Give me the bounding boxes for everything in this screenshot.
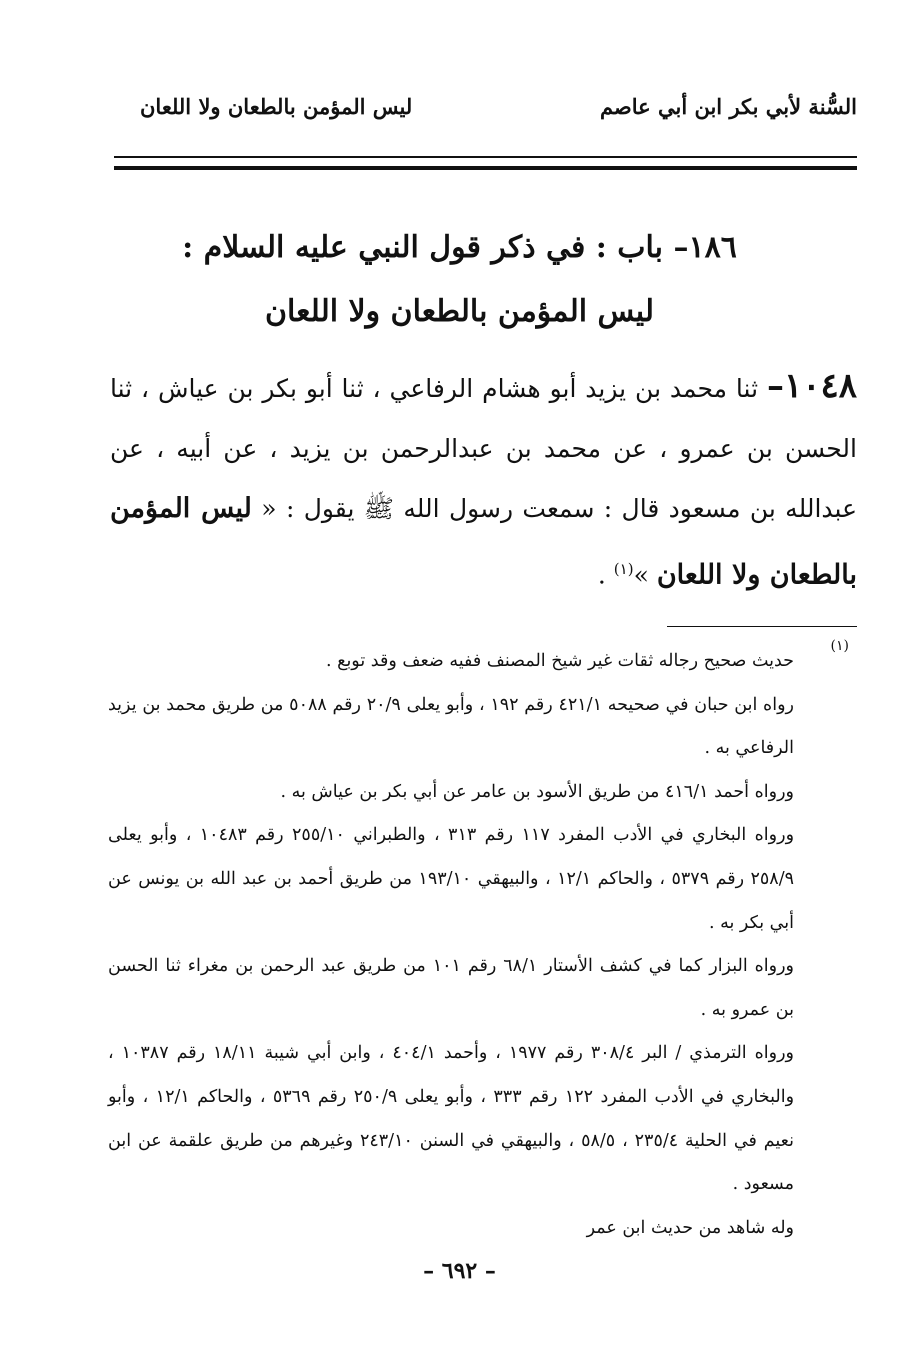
footnote-line: رواه ابن حبان في صحيحه ٤٢١/١ رقم ١٩٢ ، وأبو يعلى ٢٠/٩ رقم ٥٠٨٨ من طريق محمد بن يزيد الرفاعي به . [108, 694, 794, 759]
footnote-line: حديث صحيح رجاله ثقات غير شيخ المصنف ففيه ضعف وقد توبع . [326, 651, 794, 671]
footnote-reference: (١) [613, 560, 634, 578]
hadith-paragraph [110, 356, 857, 605]
header-rule-thin [114, 156, 857, 158]
hadith-isnad: ثنا محمد بن يزيد أبو هشام الرفاعي ، ثنا أبو بكر بن عياش ، ثنا الحسن بن عمرو ، عن محمد بن عبدالرحمن بن يزيد ، عن أبيه ، عن عبدالله بن مسعود قال : سمعت رسول الله ﷺ يقول : « [110, 374, 857, 523]
footnotes [108, 640, 794, 1250]
book-title: السُّنة لأبي بكر ابن أبي عاصم [599, 93, 857, 119]
footnote-line: ورواه الترمذي / البر ٣٠٨/٤ رقم ١٩٧٧ ، وأحمد ٤٠٤/١ ، وابن أبي شيبة ١٨/١١ رقم ١٠٣٨٧ ، والبخاري في الأدب المفرد ١٢٢ رقم ٣٣٣ ، وأبو يعلى ٢٥٠/٩ رقم ٥٣٦٩ ، والحاكم ١٢/١ ، وأبو نعيم في الحلية ٢٣٥/٤ ، ٥٨/٥ ، والبيهقي في السنن ٢٤٣/١٠ وغيرهم من طريق علقمة عن ابن مسعود . [108, 1043, 795, 1195]
footnote-line: ورواه أحمد ٤١٦/١ من طريق الأسود بن عامر عن أبي بكر بن عياش به . [280, 781, 794, 802]
hadith-ending: . [597, 560, 614, 590]
header-rule-thick [114, 166, 857, 170]
hadith-number: ١٠٤٨– [766, 366, 857, 406]
quote-close: » [633, 560, 657, 590]
running-chapter-title: ليس المؤمن بالطعان ولا اللعان [140, 93, 413, 119]
footnote-line: ورواه البزار كما في كشف الأستار ٦٨/١ رقم ١٠١ من طريق عبد الرحمن بن مغراء ثنا الحسن بن عمرو به . [108, 956, 794, 1020]
footnote-line: وله شاهد من حديث ابن عمر [586, 1217, 794, 1238]
footnote-line: ورواه البخاري في الأدب المفرد ١١٧ رقم ٣١٣ ، والطبراني ٢٥٥/١٠ رقم ١٠٤٨٣ ، وأبو يعلى ٢٥٨/٩ رقم ٥٣٧٩ ، والحاكم ١٢/١ ، والبيهقي ١٩٣/١٠ من طريق أحمد بن عبد الله بن يونس عن أبي بكر به . [108, 825, 795, 933]
page-number: – ٦٩٢ – [423, 1258, 496, 1284]
running-header [140, 86, 857, 126]
footnote-separator [667, 626, 857, 627]
footnote-marker: (١) [830, 638, 849, 654]
hadith-quote: ليس المؤمن بالطعان ولا اللعان [110, 493, 857, 591]
chapter-title: ١٨٦– باب : في ذكر قول النبي عليه السلام : [182, 230, 737, 265]
chapter-subtitle: ليس المؤمن بالطعان ولا اللعان [265, 294, 654, 329]
